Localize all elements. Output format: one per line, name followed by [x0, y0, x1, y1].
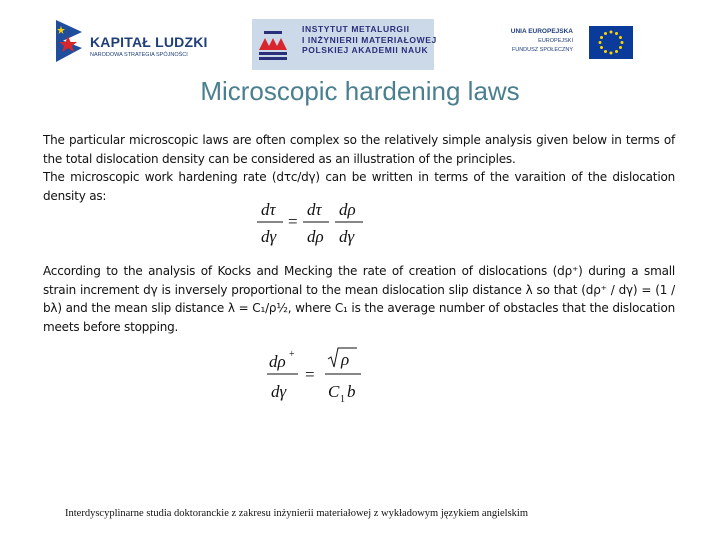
slide-title: Microscopic hardening laws — [200, 76, 520, 106]
paragraph-kocks-mecking: According to the analysis of Kocks and Mecking the rate of creation of dislocations (dρ⁺) during a small strain increment dγ is inversely proportional to the mean dislocation slip distance λ so that (dρ⁺ / dγ) = (1 / bλ) and the mean slip distance λ = C₁/ρ½, where C₁ is the average number of obstacles that the dislocation meets before stopping. — [43, 264, 675, 334]
equation-dislocation-creation-rate — [265, 345, 365, 407]
footer-text: Interdyscyplinarne studia doktoranckie z zakresu inżynierii materiałowej z wykładowym językiem angielskim — [65, 508, 529, 519]
eq1-first-numerator: dτ — [307, 200, 322, 219]
kapital-ludzki-subtitle: NARODOWA STRATEGIA SPÓJNOŚCI — [90, 52, 188, 58]
eq1-equals-sign: = — [288, 212, 298, 231]
eq2-rhs-denominator-b: b — [347, 382, 356, 401]
institute-mark-icon — [257, 28, 289, 62]
eq1-lhs-numerator: dτ — [261, 200, 276, 219]
eu-flag-icon — [589, 26, 633, 59]
eq2-rhs-denominator-subscript: 1 — [340, 394, 345, 405]
paragraph-work-hardening: The microscopic work hardening rate (dτc/dγ) can be written in terms of the varaition of the dislocation density as: — [43, 170, 675, 203]
institute-logo — [252, 19, 437, 70]
eq2-lhs-superscript: + — [289, 349, 295, 360]
eu-text — [511, 27, 573, 55]
kapital-ludzki-title: KAPITAŁ LUDZKI — [90, 34, 208, 50]
institute-line-2: I INŻYNIERII MATERIAŁOWEJ — [302, 34, 437, 45]
eu-logo — [503, 23, 633, 67]
eu-line-3: FUNDUSZ SPOŁECZNY — [511, 47, 573, 53]
eq2-lhs-denominator: dγ — [271, 382, 287, 401]
institute-name — [302, 24, 437, 56]
eq2-equals-sign: = — [305, 365, 315, 384]
eq1-second-denominator: dγ — [339, 227, 355, 246]
institute-line-1: INSTYTUT METALURGII — [302, 24, 410, 34]
institute-line-3: POLSKIEJ AKADEMII NAUK — [302, 45, 429, 55]
paragraph-intro: The particular microscopic laws are often complex so the relatively simple analysis given below in terms of the total dislocation density can be considered as an illustration of the principles. — [43, 133, 675, 166]
kapital-ludzki-star-icon — [52, 18, 86, 64]
eq1-first-denominator: dρ — [307, 227, 324, 246]
equation-work-hardening-rate — [255, 198, 367, 250]
eq1-second-numerator: dρ — [339, 200, 356, 219]
eq2-rhs-numerator: ρ — [341, 350, 350, 369]
kapital-ludzki-logo — [52, 18, 208, 68]
body-text-block — [43, 131, 675, 205]
eq1-lhs-denominator: dγ — [261, 227, 277, 246]
eu-line-2: EUROPEJSKI — [538, 38, 573, 44]
eq2-rhs-denominator-c: C — [328, 382, 340, 401]
eu-line-1: UNIA EUROPEJSKA — [510, 28, 573, 35]
eq2-lhs-numerator: dρ — [269, 352, 286, 371]
